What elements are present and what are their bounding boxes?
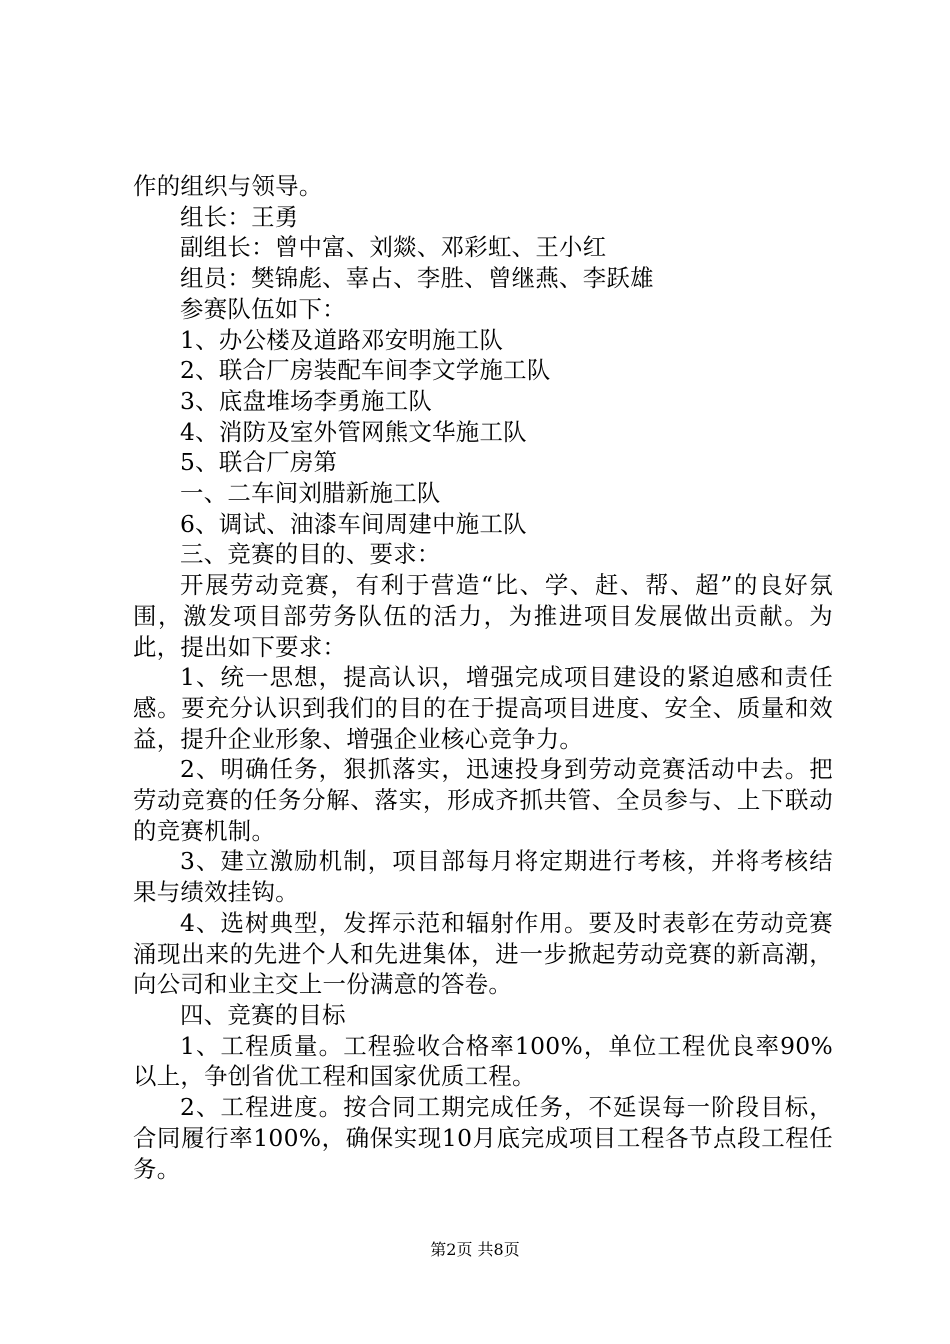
- paragraph: 4、选树典型，发挥示范和辐射作用。要及时表彰在劳动竞赛涌现出来的先进个人和先进集体，进一步掀起劳动竞赛的新高潮，向公司和业主交上一份满意的答卷。: [133, 908, 833, 999]
- paragraph: 一、二车间刘腊新施工队: [180, 479, 441, 508]
- paragraph: 5、联合厂房第: [180, 448, 338, 477]
- paragraph: 4、消防及室外管网熊文华施工队: [180, 417, 527, 446]
- paragraph: 1、工程质量。工程验收合格率100%，单位工程优良率90%以上，争创省优工程和国家优质工程。: [133, 1031, 833, 1091]
- paragraph: 副组长：曾中富、刘燚、邓彩虹、王小红: [180, 233, 607, 262]
- paragraph: 2、联合厂房装配车间李文学施工队: [180, 356, 551, 385]
- paragraph: 1、办公楼及道路邓安明施工队: [180, 325, 504, 354]
- paragraph: 作的组织与领导。: [133, 172, 323, 200]
- paragraph: 三、竞赛的目的、要求：: [180, 540, 441, 569]
- paragraph: 参赛队伍如下：: [180, 294, 346, 323]
- paragraph: 开展劳动竞赛，有利于营造“比、学、赶、帮、超”的良好氛围，激发项目部劳务队伍的活力，为推进项目发展做出贡献。为此，提出如下要求：: [133, 571, 833, 661]
- page-footer: [0, 1240, 950, 1260]
- paragraph: 组员：樊锦彪、辜占、李胜、曾继燕、李跃雄: [180, 264, 654, 293]
- paragraph: 3、底盘堆场李勇施工队: [180, 386, 433, 415]
- paragraph: 组长：王勇: [180, 202, 299, 231]
- document-body: [133, 171, 833, 1184]
- paragraph: 2、明确任务，狠抓落实，迅速投身到劳动竞赛活动中去。把劳动竞赛的任务分解、落实，形成齐抓共管、全员参与、上下联动的竞赛机制。: [133, 755, 833, 845]
- paragraph: 1、统一思想，提高认识，增强完成项目建设的紧迫感和责任感。要充分认识到我们的目的在于提高项目进度、安全、质量和效益，提升企业形象、增强企业核心竞争力。: [133, 663, 833, 753]
- paragraph: 四、竞赛的目标: [180, 1000, 346, 1029]
- paragraph: 6、调试、油漆车间周建中施工队: [180, 509, 527, 538]
- paragraph: 3、建立激励机制，项目部每月将定期进行考核，并将考核结果与绩效挂钩。: [133, 847, 833, 907]
- page-number: 第2页 共8页: [430, 1240, 520, 1259]
- paragraph: 2、工程进度。按合同工期完成任务，不延误每一阶段目标，合同履行率100%，确保实现10月底完成项目工程各节点段工程任务。: [133, 1093, 833, 1183]
